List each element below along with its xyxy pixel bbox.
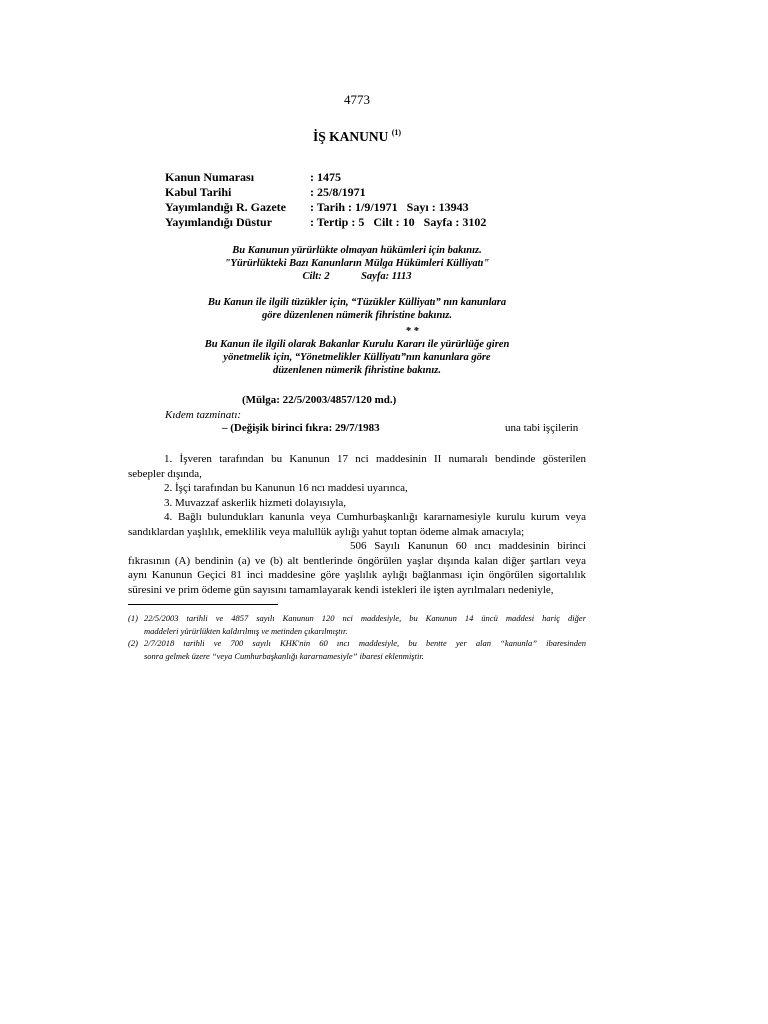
list-item: 4. Bağlı bulundukları kanunla veya Cumhurbaşkanlığı kararnamesiyle kurulu kurum veya — [164, 511, 586, 523]
list-item: 3. Muvazzaf askerlik hizmeti dolayısıyla, — [164, 496, 347, 509]
list-item: 1. İşveren tarafından bu Kanunun 17 nci maddesinin II numaralı bendinde gösterilen — [164, 453, 586, 465]
footnote-text — [144, 637, 586, 662]
law-metadata — [165, 170, 486, 230]
note-line: Bu Kanunun yürürlükte olmayan hükümleri için bakınız. — [232, 245, 482, 256]
meta-label: Yayımlandığı Düstur — [165, 215, 273, 229]
note-line: düzenlenen nümerik fihristine bakınız. — [272, 365, 442, 376]
footnote — [128, 612, 586, 637]
paragraph-line: aynı Kanunun Geçici 81 inci maddesine göre yaşlılık aylığı bağlanması için öngörülen sigortalılık — [128, 569, 586, 581]
section-heading: Kıdem tazminatı: — [165, 409, 242, 421]
footnote-line: 22/5/2003 tarihli ve 4857 sayılı Kanunun 120 nci maddesiyle, bu Kanunun 14 üncü maddesi hariç diğer — [144, 613, 586, 623]
law-number: 4773 — [344, 92, 370, 107]
footnote-line: 2/7/2018 tarihli ve 700 sayılı KHK'nin 60 ıncı maddesiyle, bu bentte yer alan “kanunla” ibaresinden — [144, 638, 586, 648]
meta-value: : 1475 — [310, 170, 341, 184]
meta-label: Kabul Tarihi — [165, 185, 232, 199]
article-body — [128, 452, 586, 597]
note-line: göre düzenlenen nümerik fihristine bakınız. — [262, 310, 452, 321]
repeal-notice: (Mülga: 22/5/2003/4857/120 md.) — [242, 394, 397, 406]
paragraph-line: fıkrasının (A) bendinin (a) ve (b) alt bentlerinde öngörülen yaşlar dışında kalan diğer şartları veya — [128, 554, 586, 567]
paragraph-line: 506 Sayılı Kanunun 60 ıncı maddesinin birinci — [350, 540, 586, 552]
list-item-continuation: sebepler dışında, — [128, 467, 202, 480]
meta-row — [165, 170, 486, 185]
meta-value: : Tertip : 5 Cilt : 10 Sayfa : 3102 — [310, 215, 487, 229]
footnote — [128, 637, 586, 662]
meta-label: Yayımlandığı R. Gazete — [165, 200, 286, 214]
paragraph-line: süresini ve prim ödeme gün sayısını tamamlayarak kendi istekleri ile işten ayrılmaları nedeniyle, — [128, 583, 554, 596]
note-line: yönetmelik için, “Yönetmelikler Külliyatı”nın kanunlara göre — [223, 352, 491, 363]
amendment-tail-text: una tabi işçilerin — [505, 422, 579, 434]
meta-row — [165, 185, 486, 200]
footnote-divider — [128, 604, 278, 605]
meta-row — [165, 200, 486, 215]
editorial-note-bylaws — [0, 325, 714, 377]
note-line: Bu Kanun ile ilgili olarak Bakanlar Kurulu Kararı ile yürürlüğe giren — [204, 339, 510, 350]
meta-row — [165, 215, 486, 230]
meta-label: Kanun Numarası — [165, 170, 255, 184]
footnote-line: maddeleri yürürlükten kaldırılmış ve metinden çıkarılmıştır. — [144, 625, 348, 636]
footnote-number: (1) — [128, 613, 138, 623]
footnote-text — [144, 612, 586, 637]
note-line: Bu Kanun ile ilgili tüzükler için, “Tüzükler Külliyatı” nın kanunlara — [207, 297, 507, 308]
law-title — [0, 128, 714, 145]
title-footnote-ref: (1) — [391, 128, 402, 137]
list-item: 2. İşçi tarafından bu Kanunun 16 ncı maddesi uyarınca, — [164, 482, 408, 494]
note-separator: * * — [405, 326, 419, 337]
amendment-note: – (Değişik birinci fıkra: 29/7/1983 — [222, 422, 380, 434]
note-line: Cilt: 2 Sayfa: 1113 — [302, 271, 412, 282]
note-line: "Yürürlükteki Bazı Kanunların Mülga Hükümleri Külliyatı" — [224, 258, 490, 269]
law-title-text: İŞ KANUNU — [312, 129, 389, 144]
meta-value: : 25/8/1971 — [310, 185, 366, 199]
editorial-note-regulations — [0, 296, 714, 322]
meta-value: : Tarih : 1/9/1971 Sayı : 13943 — [310, 200, 469, 214]
footnotes — [128, 612, 586, 662]
list-item-continuation: sandıklardan yaşlılık, emeklilik veya malullük aylığı yahut toptan ödeme almak amacıyla; — [128, 525, 525, 538]
footnote-number: (2) — [128, 638, 138, 648]
editorial-note-repealed — [0, 244, 714, 283]
footnote-line: sonra gelmek üzere “veya Cumhurbaşkanlığı kararnamesiyle” ibaresi eklenmiştir. — [144, 650, 424, 661]
